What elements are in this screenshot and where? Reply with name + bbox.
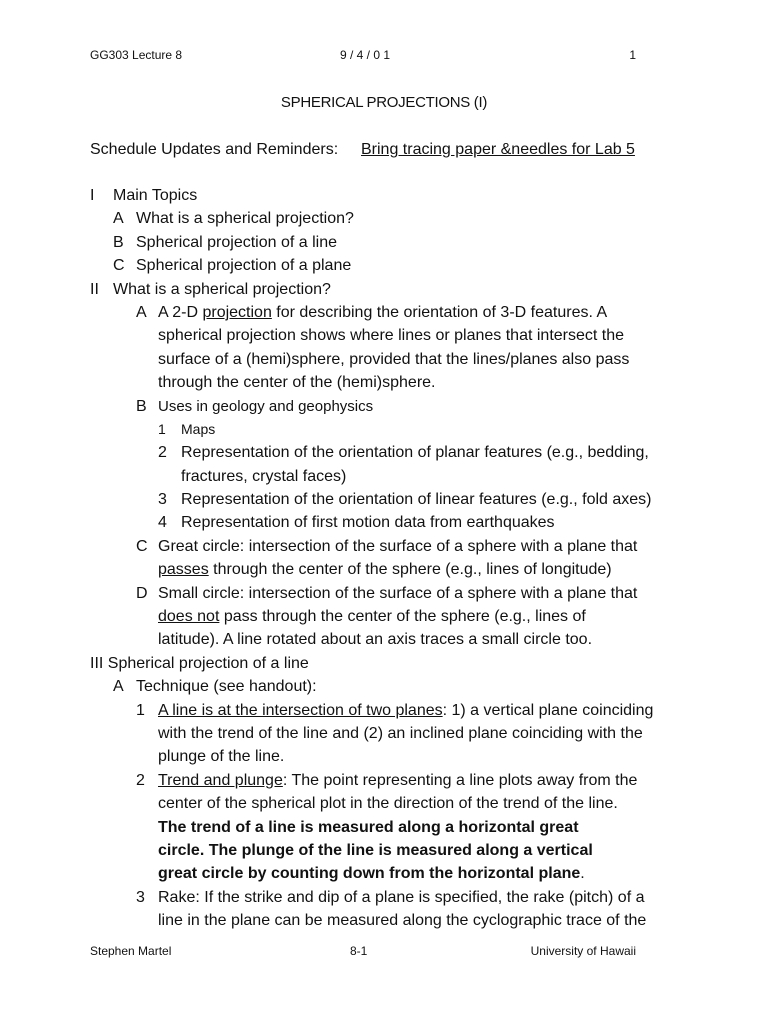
outline-line: spherical projection shows where lines or planes that intersect the <box>158 327 625 345</box>
outline-line <box>90 839 678 862</box>
outline-line: great circle by counting down from the horizontal plane. <box>158 865 585 883</box>
outline-line: 1 A line is at the intersection of two planes: 1) a vertical plane coinciding <box>136 701 654 719</box>
outline-line: I Main Topics <box>90 187 198 204</box>
outline-line: II What is a spherical projection? <box>90 280 331 298</box>
outline-line: through the center of the (hemi)sphere. <box>158 374 436 392</box>
header-page-number: 1 <box>629 48 636 62</box>
outline-line: fractures, crystal faces) <box>181 467 347 485</box>
outline-body <box>90 184 678 933</box>
outline-line <box>90 816 678 839</box>
outline-line: B Spherical projection of a line <box>113 233 338 251</box>
outline-line: D Small circle: intersection of the surface of a sphere with a plane that <box>136 584 638 602</box>
outline-line: line in the plane can be measured along the cyclographic trace of the <box>158 912 647 930</box>
footer-author: Stephen Martel <box>90 944 172 958</box>
underlined-term: Trend and plunge <box>158 771 283 789</box>
outline-line: 2 Representation of the orientation of planar features (e.g., bedding, <box>158 444 649 462</box>
underlined-term: does not <box>158 608 220 626</box>
header-date: 9 / 4 / 0 1 <box>340 48 391 62</box>
outline-line: A Technique (see handout): <box>113 678 317 696</box>
outline-line: latitude). A line rotated about an axis traces a small circle too. <box>158 631 593 649</box>
outline-line: 2 Trend and plunge: The point representing a line plots away from the <box>136 771 638 789</box>
schedule-label: Schedule Updates and Reminders: <box>90 141 339 158</box>
underlined-term: projection <box>202 303 272 321</box>
outline-line: does not pass through the center of the sphere (e.g., lines of <box>158 608 586 626</box>
outline-line: B Uses in geology and geophysics <box>136 397 374 415</box>
underlined-term: A line is at the intersection of two planes <box>158 701 443 719</box>
footer-page-label: 8-1 <box>350 944 368 958</box>
outline-line: with the trend of the line and (2) an inclined plane coinciding with the <box>158 724 643 742</box>
outline-line: center of the spherical plot in the direction of the trend of the line. <box>158 795 618 813</box>
outline-line: III Spherical projection of a line <box>90 654 309 672</box>
outline-line: A What is a spherical projection? <box>113 210 354 228</box>
underlined-term: passes <box>158 561 209 579</box>
outline-line: 1 Maps <box>158 420 216 437</box>
outline-line: A A 2-D projection for describing the orientation of 3-D features. A <box>136 303 608 321</box>
outline-line: passes through the center of the sphere (e.g., lines of longitude) <box>158 561 612 579</box>
page-title: SPHERICAL PROJECTIONS (I) <box>280 94 488 111</box>
schedule-note: Bring tracing paper &needles for Lab 5 <box>361 141 635 158</box>
outline-line: C Great circle: intersection of the surface of a sphere with a plane that <box>136 537 638 555</box>
header-course: GG303 Lecture 8 <box>90 48 183 62</box>
outline-line: plunge of the line. <box>158 748 285 766</box>
outline-line: C Spherical projection of a plane <box>113 257 352 275</box>
footer-institution: University of Hawaii <box>530 944 636 958</box>
outline-line: 3 Rake: If the strike and dip of a plane is specified, the rake (pitch) of a <box>136 888 645 906</box>
page-footer <box>90 944 636 958</box>
outline-line: surface of a (hemi)sphere, provided that the lines/planes also pass <box>158 350 630 368</box>
bold-statement: great circle by counting down from the horizontal plane <box>158 865 581 883</box>
bold-statement: The trend of a line is measured along a horizontal great <box>158 818 579 836</box>
page-header <box>90 48 636 62</box>
outline-line: 3 Representation of the orientation of linear features (e.g., fold axes) <box>158 491 652 509</box>
bold-statement: circle. The plunge of the line is measured along a vertical <box>158 841 593 859</box>
schedule-line <box>90 141 635 159</box>
outline-line: 4 Representation of first motion data from earthquakes <box>158 514 555 532</box>
